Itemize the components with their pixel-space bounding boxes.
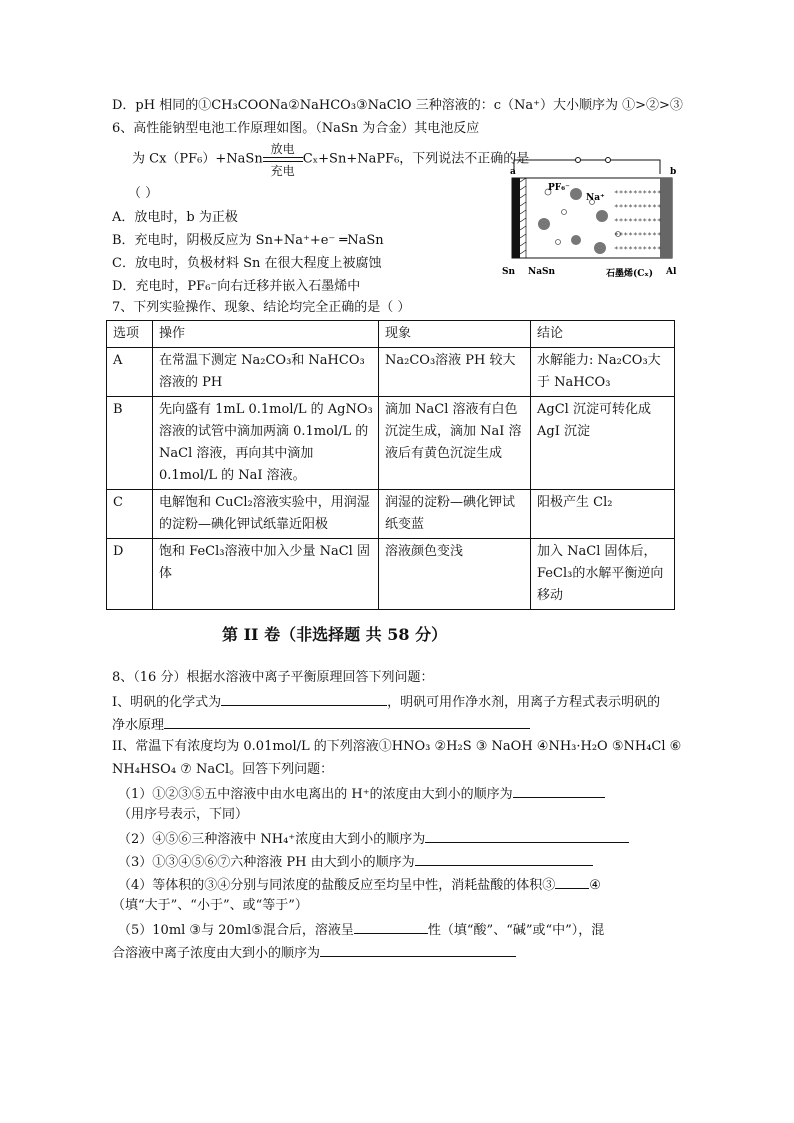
table-cell: 水解能力: Na₂CO₃大于 NaHCO₃ [531,348,675,397]
charge-label: 充电 [270,164,295,178]
q8-sub-3 [118,851,593,873]
label-al: Al [666,267,677,277]
q6-option-c: C．放电时，负极材料 Sn 在很大程度上被腐蚀 [112,256,382,271]
answer-blank[interactable] [555,874,589,889]
q6-stem: 6、高性能钠型电池工作原理如图。（NaSn 为合金）其电池反应 [112,121,480,136]
q7-stem: 7、下列实验操作、现象、结论均完全正确的是（ ） [112,300,411,315]
q8-stem: 8、（16 分）根据水溶液中离子平衡原理回答下列问题： [112,670,434,685]
answer-blank[interactable] [320,942,516,957]
q8-sub-2 [118,828,629,850]
q6-option-d: D．充电时，PF₆⁻向右迁移并嵌入石墨烯中 [112,279,361,294]
table-cell: 阳极产生 Cl₂ [531,490,675,539]
table-cell: Na₂CO₃溶液 PH 较大 [379,348,531,397]
q8-sub-1-note: （用序号表示，下同） [118,807,249,822]
q8-i-text3: 净水原理 [112,718,165,733]
q8-part-i [112,691,660,713]
table-cell: 润湿的淀粉—碘化钾试纸变蓝 [379,490,531,539]
answer-blank[interactable] [415,851,593,866]
q6-reaction-right: Cₓ+Sn+NaPF₆，下列说法不正确的是 [302,151,530,167]
q6-answer-paren: （ ） [128,186,159,201]
svg-text:∗∗∗∗∗∗∗∗∗∗: ∗∗∗∗∗∗∗∗∗∗ [614,216,662,224]
q6-reaction-left: 为 Cx（PF₆）+NaSn [132,151,263,167]
q8-s1-text: （1）①②③⑤五中溶液中由水电离出的 H⁺的浓度由大到小的顺序为 [118,787,513,802]
reversible-arrow [263,142,303,178]
section-2-title: 第 II 卷（非选择题 共 58 分） [222,625,448,644]
q6-option-b: B．充电时，阴极反应为 Sn+Na⁺+e⁻ ═NaSn [112,233,384,248]
label-b: b [670,167,677,177]
q8-part-ii: II、常温下有浓度均为 0.01mol/L 的下列溶液①HNO₃ ②H₂S ③ NaOH ④NH₃·H₂O ⑤NH₄Cl ⑥ [112,739,682,754]
answer-blank[interactable] [354,919,428,934]
label-nasn: NaSn [528,267,556,277]
table-cell: B [107,397,153,490]
table-cell: A [107,348,153,397]
discharge-label: 放电 [270,142,295,156]
q8-sub-5 [118,919,604,941]
table-cell: 在常温下测定 Na₂CO₃和 NaHCO₃溶液的 PH [153,348,379,397]
answer-blank[interactable] [425,828,629,843]
answer-blank[interactable] [513,783,605,798]
table-header: 选项 [107,321,153,348]
table-cell: 电解饱和 CuCl₂溶液实验中，用润湿的淀粉—碘化钾试纸靠近阳极 [153,490,379,539]
table-header: 操作 [153,321,379,348]
table-cell: 溶液颜色变浅 [379,539,531,610]
q8-s5-text3: 合溶液中离子浓度由大到小的顺序为 [112,946,321,961]
q8-sub-4-note: （填“大于”、“小于”、或“等于”） [112,898,308,913]
svg-text:∗∗∗∗∗∗∗∗∗∗: ∗∗∗∗∗∗∗∗∗∗ [614,244,662,252]
table-cell: C [107,490,153,539]
table-cell: AgCl 沉淀可转化成 AgI 沉淀 [531,397,675,490]
label-sn: Sn [502,267,516,277]
q8-i-text: I、明矾的化学式为 [112,695,222,710]
table-row [107,348,675,397]
q8-s5-text: （5）10ml ③与 20ml⑤混合后，溶液呈 [118,923,354,938]
answer-blank[interactable] [221,691,387,706]
q8-s4-text2: ④ [589,878,601,893]
label-graphite: 石墨烯(Cₓ) [606,269,653,279]
q8-part-ii-line2: NH₄HSO₄ ⑦ NaCl。回答下列问题： [112,762,334,777]
q8-sub-4 [118,874,601,896]
q5-option-d: D．pH 相同的①CH₃COONa②NaHCO₃③NaClO 三种溶液的：c（Na⁺）大小顺序为 ①>②>③ [112,98,683,113]
q6-reaction [132,142,530,178]
table-cell: 加入 NaCl 固体后，FeCl₃的水解平衡逆向移动 [531,539,675,610]
answer-blank[interactable] [164,714,530,729]
q8-sub-1 [118,783,605,805]
q8-s5-text2: 性（填“酸”、“碱”或“中”），混 [427,923,605,938]
table-row [107,539,675,610]
q8-s2-text: （2）④⑤⑥三种溶液中 NH₄⁺浓度由大到小的顺序为 [118,832,426,847]
label-pf6: PF₆⁻ [548,183,570,193]
svg-text:∗∗∗∗∗∗∗∗∗∗: ∗∗∗∗∗∗∗∗∗∗ [614,188,662,196]
label-a: a [510,167,516,177]
q6-option-a: A．放电时，b 为正极 [112,210,238,225]
q8-i-text2: ，明矾可用作净水剂，用离子方程式表示明矾的 [387,695,661,710]
table-cell: 先向盛有 1mL 0.1mol/L 的 AgNO₃溶液的试管中滴加两滴 0.1mol/L 的 NaCl 溶液，再向其中滴加 0.1mol/L 的 NaI 溶液。 [153,397,379,490]
table-header: 现象 [379,321,531,348]
q7-table [106,320,675,610]
svg-text:∗∗∗∗∗∗∗∗∗∗: ∗∗∗∗∗∗∗∗∗∗ [614,230,662,238]
q8-sub-5-line2 [112,942,516,964]
q8-part-i-line2 [112,714,530,736]
q8-s3-text: （3）①③④⑤⑥⑦六种溶液 PH 由大到小的顺序为 [118,855,415,870]
table-row [107,397,675,490]
label-na: Na⁺ [586,193,605,203]
table-header: 结论 [531,321,675,348]
table-header-row [107,321,675,348]
table-cell: D [107,539,153,610]
q8-s4-text: （4）等体积的③④分别与同浓度的盐酸反应至均呈中性，消耗盐酸的体积③ [118,878,556,893]
table-row [107,490,675,539]
table-cell: 饱和 FeCl₃溶液中加入少量 NaCl 固体 [153,539,379,610]
table-cell: 滴加 NaCl 溶液有白色沉淀生成，滴加 NaI 溶液后有黄色沉淀生成 [379,397,531,490]
battery-diagram [502,152,690,280]
svg-text:∗∗∗∗∗∗∗∗∗∗: ∗∗∗∗∗∗∗∗∗∗ [614,202,662,210]
